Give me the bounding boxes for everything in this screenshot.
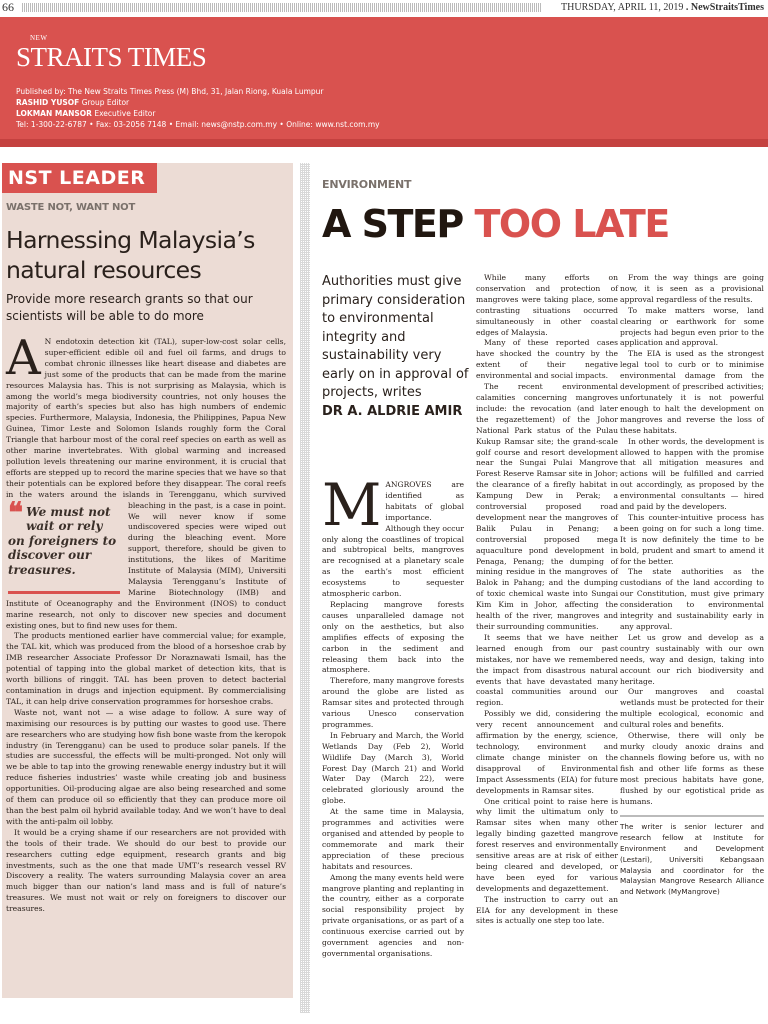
decorative-hatch xyxy=(22,3,542,12)
article-paragraph: The EIA is used as the strongest legal tool to curb or to minimise environmental damage from the development of prescribed activities; unfortunately it is not powerful enough to halt the development on mangroves and reverse the loss of these habitats. xyxy=(620,349,764,435)
article-paragraph: It seems that we have neither learned enough from our past mistakes, nor have we remembered the impact from disastrous natural events that have devastated many coastal communities around our region. xyxy=(476,632,618,708)
issue-date: THURSDAY, APRIL 11, 2019 xyxy=(561,2,684,13)
leader-paragraph: It would be a crying shame if our researchers are not provided with the tools of their trade. We should do our best to provide our researchers cutting edge equipment, research grants and big investments, such as the one that made UMT’s research vessel RV Discovery a reality. The waters surrounding Malaysia cover an area much bigger than our nation’s land mass and is full of nature’s treasures. We must not wait or rely on foreigners to discover our treasures. xyxy=(6,827,286,914)
leader-paragraph-text-continued: is a case in point. We will never know if some undiscovered species were wiped out during the bleaching event. More support, therefore, should be given to institutions, the likes of Maritime Institute of Malaysia (MIM), Universiti Malaysia Terengganu’s Institute of Marine Biotechnology (IMB) and Institute of Oceanography and the Environment (INOS) to conduct marine research, not only to discover new species and document existing ones, but to find new uses for them. xyxy=(6,500,287,630)
leader-paragraph: Waste not, want not — a wise adage to follow. A sure way of maximising our resources is by putting our wastes to good use. There are researchers who are studying how fish bone waste from the keropok industry (in Terengganu) can be used to produce solar panels. If the studies are successful, the effects will be multi-pronged. Not only will we be able to tap into the growing renewable energy industry but it will reduce fisheries industries’ waste while creating job and business opportunities. Oil-producing algae are also being researched and some of them can produce oil so efficiently that they can produce more oil than the best palm oil hybrid available today. And we won’t have to deal with the anti-palm oil lobby. xyxy=(6,707,286,826)
date-separator: . xyxy=(683,2,691,13)
article-paragraph: The recent environmental calamities concerning mangroves include: the revocation (and later the regazettement) of the Johor National Park status of the Pulau Kukup Ramsar site; the grand-scale golf course and resort development near the Sungai Pulai Mangrove Forest Reserve Ramsar site in Johor; the clearance of a firefly habitat in Kampung Dew in Perak; a controversial proposed road development near the mangroves of Balik Pulau in Penang; a controversial proposed mega aquaculture pond development in Penaga, Penang; the dumping of mining residue in the mangroves of Balok in Pahang; and the dumping of toxic chemical waste into Sungai Kim Kim in Johor, affecting the health of the river, mangroves and their surrounding communities. xyxy=(476,382,618,631)
pull-quote-text: We must not wait or rely on foreigners to discover our treasures. xyxy=(8,504,117,577)
article-paragraph: Otherwise, there will only be murky cloudy anoxic drains and channels flowing before us, with no fish and other life forms as these most precious habitats have gone, flushed by our egotistical pride as humans. xyxy=(620,731,764,806)
group-editor-role: Group Editor xyxy=(81,98,130,107)
pull-quote-rule xyxy=(8,591,120,594)
group-editor xyxy=(16,97,380,108)
article-paragraph: Possibly we did, considering the very recent announcement and affirmation by the energy, science, technology, environment and climate change minister on the disapproval of Environmental Impact Assessments (EIA) for future developments in Ramsar sites. xyxy=(476,709,618,795)
executive-editor-role: Executive Editor xyxy=(94,109,156,118)
article-paragraph xyxy=(322,471,464,600)
page-number: 66 xyxy=(2,0,14,14)
publisher-info xyxy=(16,86,380,130)
article-paragraph: Our mangroves and coastal wetlands must be protected for their multiple ecological, economic and cultural roles and benefits. xyxy=(620,687,764,730)
leader-headline-line2: natural resources xyxy=(6,256,202,284)
byline: DR A. ALDRIE AMIR xyxy=(322,403,463,419)
article-paragraph: Therefore, many mangrove forests around the globe are listed as Ramsar sites and protected through various Unesco conservation programmes. xyxy=(322,676,464,729)
article-headline xyxy=(322,198,762,250)
brand-name: NewStraitsTimes xyxy=(690,2,764,13)
dateline xyxy=(561,2,764,14)
quote-mark-icon: ❝ xyxy=(8,495,24,529)
article-column-1 xyxy=(322,471,464,960)
article-paragraph: In other words, the development is allowed to happen with the promise that all mitigation measures and actions will be fulfilled and carried out accordingly, as proposed by the environmental consultants — hired and paid by the developers. xyxy=(620,436,764,512)
leader-headline xyxy=(6,225,289,285)
pull-quote xyxy=(8,495,120,595)
article-paragraph: Let us grow and develop as a country sustainably with our own needs, way and design, taking into account our rich biodiversity and heritage. xyxy=(620,632,764,686)
article-header xyxy=(322,178,762,250)
leader-headline-line1: Harnessing Malaysia’s xyxy=(6,226,255,254)
leader-panel xyxy=(2,163,293,998)
publisher-line: Published by: The New Straits Times Press (M) Bhd, 31, Jalan Riong, Kuala Lumpur xyxy=(16,87,324,96)
leader-body xyxy=(6,330,289,915)
standfirst xyxy=(322,273,470,421)
article-paragraph: At the same time in Malaysia, programmes and activities were organised and attended by people to commemorate and mark their appreciation of these precious habitats and resources. xyxy=(322,807,464,871)
page-header-bar xyxy=(0,0,768,14)
bio-rule xyxy=(620,815,764,817)
leader-content xyxy=(2,201,293,915)
leader-tag: NST LEADER xyxy=(2,163,157,193)
leader-kicker: WASTE NOT, WANT NOT xyxy=(6,202,136,213)
leader-paragraph: The products mentioned earlier have commercial value; for example, the TAL kit, which was produced from the blood of a horseshoe crab by IMB researcher Associate Professor Dr Noraznawati Ismail, has the potential of tapping into the global market of detection kits, that is worth billions of ringgit. TAL has been proven to detect bacterial contamination in drugs and injection equipment. By commercialising TAL, it can help drive conservation programmes for horseshoe crabs. xyxy=(6,631,286,706)
article-paragraph: In February and March, the World Wetlands Day (Feb 2), World Wildlife Day (March 3), World Forest Day (March 21) and World Water Day (March 22), were celebrated gloriously around the globe. xyxy=(322,730,464,806)
leader-paragraph xyxy=(6,330,287,631)
article-paragraph-text: ANGROVES are identified as habitats of global importance. Although they occur only along the coastlines of tropical and subtropical belts, mangroves are recognised at a planetary scale as the earth’s most efficient ecosystems to sequester atmospheric carbon. xyxy=(322,480,464,599)
executive-editor xyxy=(16,108,380,119)
masthead-rule xyxy=(0,139,768,147)
article-column-3 xyxy=(620,273,764,898)
group-editor-name: RASHID YUSOF xyxy=(16,98,80,107)
article-paragraph: The state authorities as the custodians of the land according to our Constitution, must give primary consideration to environmental integrity and sustainability early in any approval. xyxy=(620,567,764,631)
leader-deck: Provide more research grants so that our scientists will be able to do more xyxy=(6,292,253,323)
article-paragraph: The instruction to carry out an EIA for any development in these sites is actually one step too late. xyxy=(476,894,618,926)
headline-part2: TOO LATE xyxy=(474,202,669,246)
logo: STRAITS TIMES xyxy=(16,42,207,72)
article-paragraph: Replacing mangrove forests causes unparalleled damage not only on the aesthetics, but also amplifies effects of exposing the carbon in the sediment and releasing them back into the atmosphere. xyxy=(322,599,464,675)
headline-part1: A STEP xyxy=(322,202,475,246)
article-paragraph: Among the many events held were mangrove planting and replanting in the country, either as a corporate social responsibility project by private organisations, or as part of a continuous exercise carried out by government agencies and non-governmental organisations. xyxy=(322,872,464,958)
author-bio: The writer is senior lecturer and research fellow at Institute for Environment and Development (Lestari), Universiti Kebangsaan Malaysia and coordinator for the Malaysian Mangrove Research Alliance and Network (MyMangrove) xyxy=(620,822,764,897)
executive-editor-name: LOKMAN MANSOR xyxy=(16,109,92,118)
article-paragraph: This counter-intuitive process has been going on for such a long time. It is now definitely the time to be bold, prudent and smart to amend it for the better. xyxy=(620,512,764,566)
article-paragraph: Many of these reported cases have shocked the country by the extent of their negative environmental and social impacts. xyxy=(476,338,618,381)
contact-line: Tel: 1-300-22-6787 • Fax: 03-2056 7148 • Email: news@nstp.com.my • Online: www.nst.com.my xyxy=(16,120,380,129)
article-dropcap: M xyxy=(322,471,382,539)
article-paragraph: While many efforts on conservation and protection of mangroves were taking place, some contrasting situations occurred simultaneously in other coastal edges of Malaysia. xyxy=(476,273,618,337)
article-paragraph: To make matters worse, land clearing or earthwork for some projects had begun even prior to the application and approval. xyxy=(620,305,764,348)
section-label: ENVIRONMENT xyxy=(322,178,412,191)
logo-block xyxy=(16,34,206,72)
logo-new: NEW xyxy=(30,34,48,42)
leader-paragraph-text: N endotoxin detection kit (TAL), super-low-cost solar cells, super-efficient edible oil and fuel oil farms, and drugs to combat chronic illnesses like heart disease and diabetes are just some of the products that can be made from the marine resources Malaysia has. This is not surprising as Malaysia, which is among the world’s mega biodiversity countries, not only houses the majority of earth’s species but also has high numbers of endemic species. Furthermore, Malaysia, Indonesia, the Philippines, Papua New Guinea, Timor Leste and Solomon Islands roughly form the Coral Triangle that harbour most of the coral reef species on earth as well as other marine invertebrates. With global warming and increased pollution levels threatening our marine environment, it is crucial that efforts are stepped up to record the marine species that we have so that their potentials can be explored before they disappear. The coral reefs in the waters around the islands in Terengganu, which survived bleaching in the past, xyxy=(6,337,286,510)
standfirst-text: Authorities must give primary consideration to environmental integrity and sustainability very early on in approval of projects, writes xyxy=(322,274,469,400)
article-column-2 xyxy=(476,273,618,927)
column-divider xyxy=(300,163,310,1013)
leader-dropcap: A xyxy=(6,330,41,386)
article-paragraph: From the way things are going now, it is seen as a provisional approval regardless of the results. xyxy=(620,273,764,304)
article-paragraph: One critical point to raise here is why limit the ultimatum only to Ramsar sites when many other legally binding gazetted mangrove forest reserves and environmentally sensitive areas are at risk of either being cleared and developed, or have been eyed for various developments and degazettement. xyxy=(476,796,618,893)
